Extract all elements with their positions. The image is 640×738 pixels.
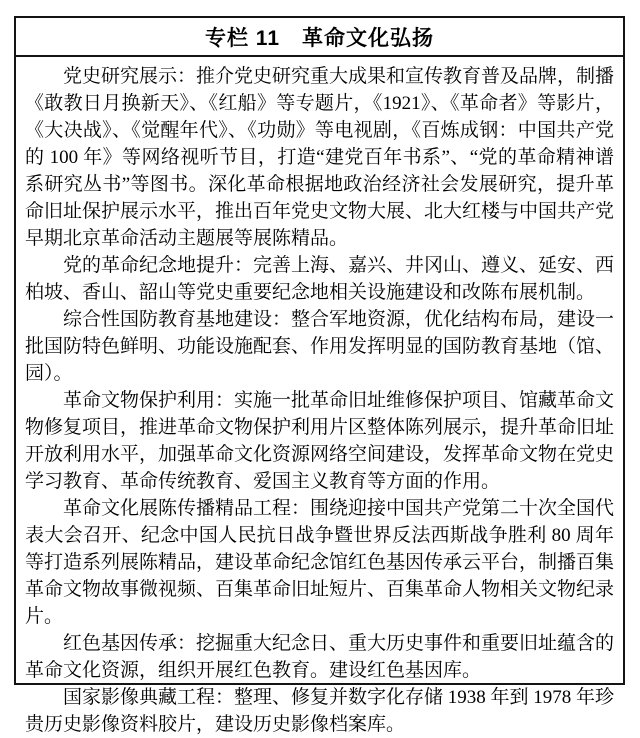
- paragraph: 党的革命纪念地提升：完善上海、嘉兴、井冈山、遵义、延安、西柏坡、香山、韶山等党史重要纪念地相关设施建设和改陈布展机制。: [25, 255, 615, 303]
- panel-title: 专栏 11 革命文化弘扬: [16, 18, 623, 57]
- paragraph: 综合性国防教育基地建设：整合军地资源，优化结构布局，建设一批国防特色鲜明、功能设施配套、作用发挥明显的国防教育基地（馆、园）。: [25, 309, 615, 384]
- paragraph: 红色基因传承：挖掘重大纪念日、重大历史事件和重要旧址蕴含的革命文化资源，组织开展红色教育。建设红色基因库。: [25, 633, 615, 681]
- panel-body: [16, 57, 623, 738]
- paragraph: 革命文物保护利用：实施一批革命旧址维修保护项目、馆藏革命文物修复项目，推进革命文物保护利用片区整体陈列展示，提升革命旧址开放利用水平，加强革命文化资源网络空间建设，发挥革命文物在党史学习教育、革命传统教育、爱国主义教育等方面的作用。: [25, 390, 615, 492]
- paragraph: 革命文化展陈传播精品工程：围绕迎接中国共产党第二十次全国代表大会召开、纪念中国人民抗日战争暨世界反法西斯战争胜利 80 周年等打造系列展陈精品，建设革命纪念馆红色基因传承云平台，制播百集革命文物故事微视频、百集革命旧址短片、百集革命人物相关文物纪录片。: [25, 498, 615, 627]
- column-panel: [14, 16, 625, 735]
- paragraph: 党史研究展示：推介党史研究重大成果和宣传教育普及品牌，制播《敢教日月换新天》、《红船》等专题片，《1921》、《革命者》等影片，《大决战》、《觉醒年代》、《功勋》等电视剧，《百炼成钢：中国共产党的 100 年》等网络视听节目，打造“建党百年书系”、“党的革命精神谱系研究丛书”等图书。深化革命根据地政治经济社会发展研究，提升革命旧址保护展示水平，推出百年党史文物大展、北大红楼与中国共产党早期北京革命活动主题展等展陈精品。: [25, 66, 615, 249]
- paragraph: 国家影像典藏工程：整理、修复并数字化存储 1938 年到 1978 年珍贵历史影像资料胶片，建设历史影像档案库。: [25, 687, 615, 735]
